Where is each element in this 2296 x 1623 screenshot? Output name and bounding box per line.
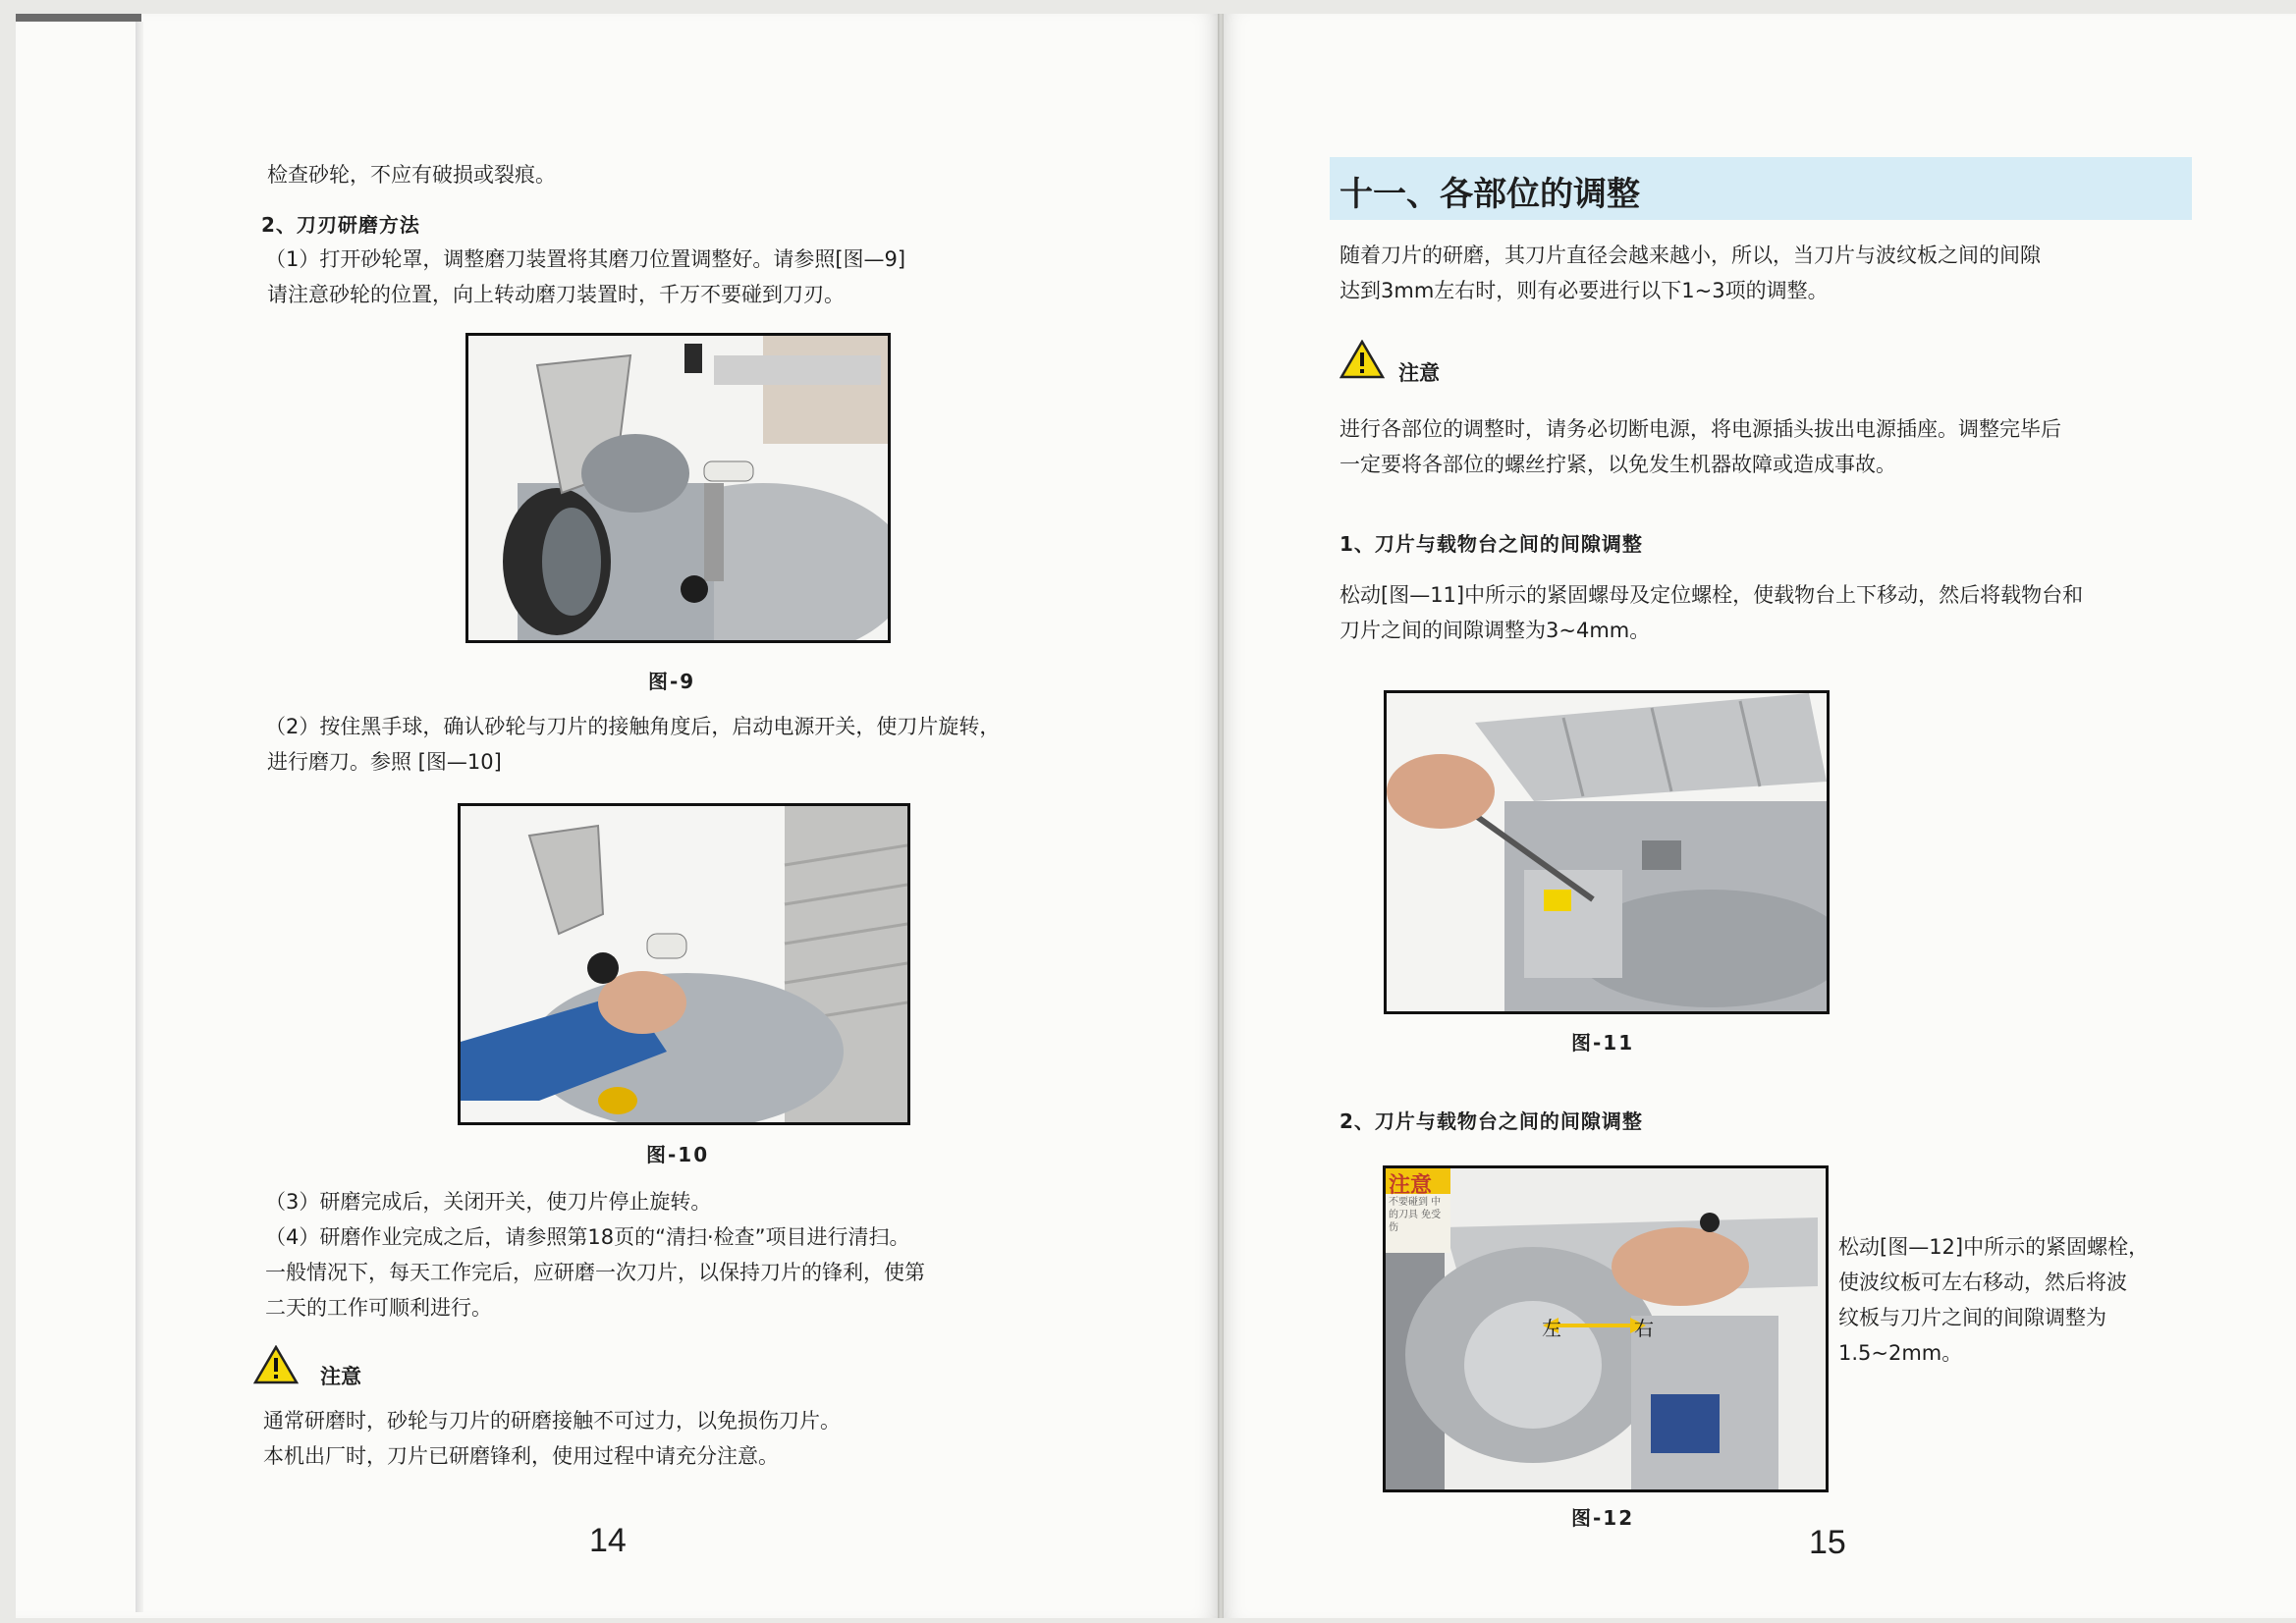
step4-line1: （4）研磨作业完成之后，请参照第18页的“清扫·检查”项目进行清扫。 (265, 1225, 910, 1249)
para1-line1: 松动[图—11]中所示的紧固螺母及定位螺栓，使载物台上下移动，然后将载物台和 (1339, 583, 2084, 607)
step2-line1: （2）按住黑手球，确认砂轮与刀片的接触角度后，启动电源开关，使刀片旋转， (265, 715, 1001, 738)
notice-label: 注意 (1398, 361, 1440, 385)
figure-12-left-label: 左 (1542, 1317, 1561, 1340)
scan-edge (16, 14, 141, 22)
adjust-heading-1: 1、刀片与载物台之间的间隙调整 (1339, 532, 1643, 556)
adjust-heading-2: 2、刀片与载物台之间的间隙调整 (1339, 1109, 1643, 1133)
warning-triangle-icon (1339, 340, 1385, 379)
figure-10-photo (458, 803, 910, 1125)
side-line4: 1.5~2mm。 (1838, 1341, 1963, 1365)
figure-12-caption: 图-12 (1571, 1506, 1635, 1530)
notice-line1: 进行各部位的调整时，请务必切断电源，将电源插头拔出电源插座。调整完毕后 (1339, 417, 2061, 441)
warning-triangle-icon (253, 1345, 299, 1384)
step1-line1: （1）打开砂轮罩，调整磨刀装置将其磨刀位置调整好。请参照[图—9] (265, 247, 906, 271)
scan-edge-shadow (136, 22, 143, 1612)
notice-line2: 本机出厂时，刀片已研磨锋利，使用过程中请充分注意。 (263, 1444, 779, 1468)
step2-line2: 进行磨刀。参照 [图—10] (267, 750, 502, 774)
section-title: 十一、各部位的调整 (1339, 175, 1640, 214)
figure-12-sticker-small: 不要碰到 中的刀具 免受伤 (1389, 1197, 1442, 1233)
notice-label: 注意 (320, 1365, 361, 1388)
step3-text: （3）研磨完成后，关闭开关，使刀片停止旋转。 (265, 1190, 712, 1214)
step4-line2: 一般情况下，每天工作完后，应研磨一次刀片，以保持刀片的锋利，使第 (265, 1261, 925, 1284)
step1-line2: 请注意砂轮的位置，向上转动磨刀装置时，千万不要碰到刀刃。 (267, 283, 845, 306)
notice-line1: 通常研磨时，砂轮与刀片的研磨接触不可过力，以免损伤刀片。 (263, 1409, 841, 1433)
check-text: 检查砂轮，不应有破损或裂痕。 (267, 163, 556, 187)
step4-line3: 二天的工作可顺利进行。 (265, 1296, 492, 1320)
figure-9-photo (465, 333, 891, 643)
figure-12-right-label: 右 (1634, 1317, 1654, 1340)
intro-line1: 随着刀片的研磨，其刀片直径会越来越小，所以，当刀片与波纹板之间的间隙 (1339, 243, 2041, 267)
para1-line2: 刀片之间的间隙调整为3~4mm。 (1339, 619, 1651, 642)
sharpen-heading: 2、刀刃研磨方法 (261, 213, 420, 237)
figure-10-caption: 图-10 (646, 1143, 710, 1166)
notice-line2: 一定要将各部位的螺丝拧紧，以免发生机器故障或造成事故。 (1339, 453, 1896, 476)
figure-9-caption: 图-9 (648, 670, 696, 693)
book-spine (1218, 14, 1224, 1618)
figure-11-photo (1384, 690, 1830, 1014)
side-line1: 松动[图—12]中所示的紧固螺栓， (1838, 1235, 2150, 1259)
page-number-15: 15 (1809, 1524, 1846, 1561)
page-number-14: 14 (589, 1522, 627, 1559)
side-line3: 纹板与刀片之间的间隙调整为 (1838, 1306, 2106, 1329)
figure-11-caption: 图-11 (1571, 1031, 1635, 1055)
figure-12-sticker: 注意 (1389, 1173, 1433, 1198)
side-line2: 使波纹板可左右移动，然后将波 (1838, 1271, 2127, 1294)
figure-12-photo (1383, 1165, 1829, 1492)
intro-line2: 达到3mm左右时，则有必要进行以下1~3项的调整。 (1339, 279, 1829, 302)
